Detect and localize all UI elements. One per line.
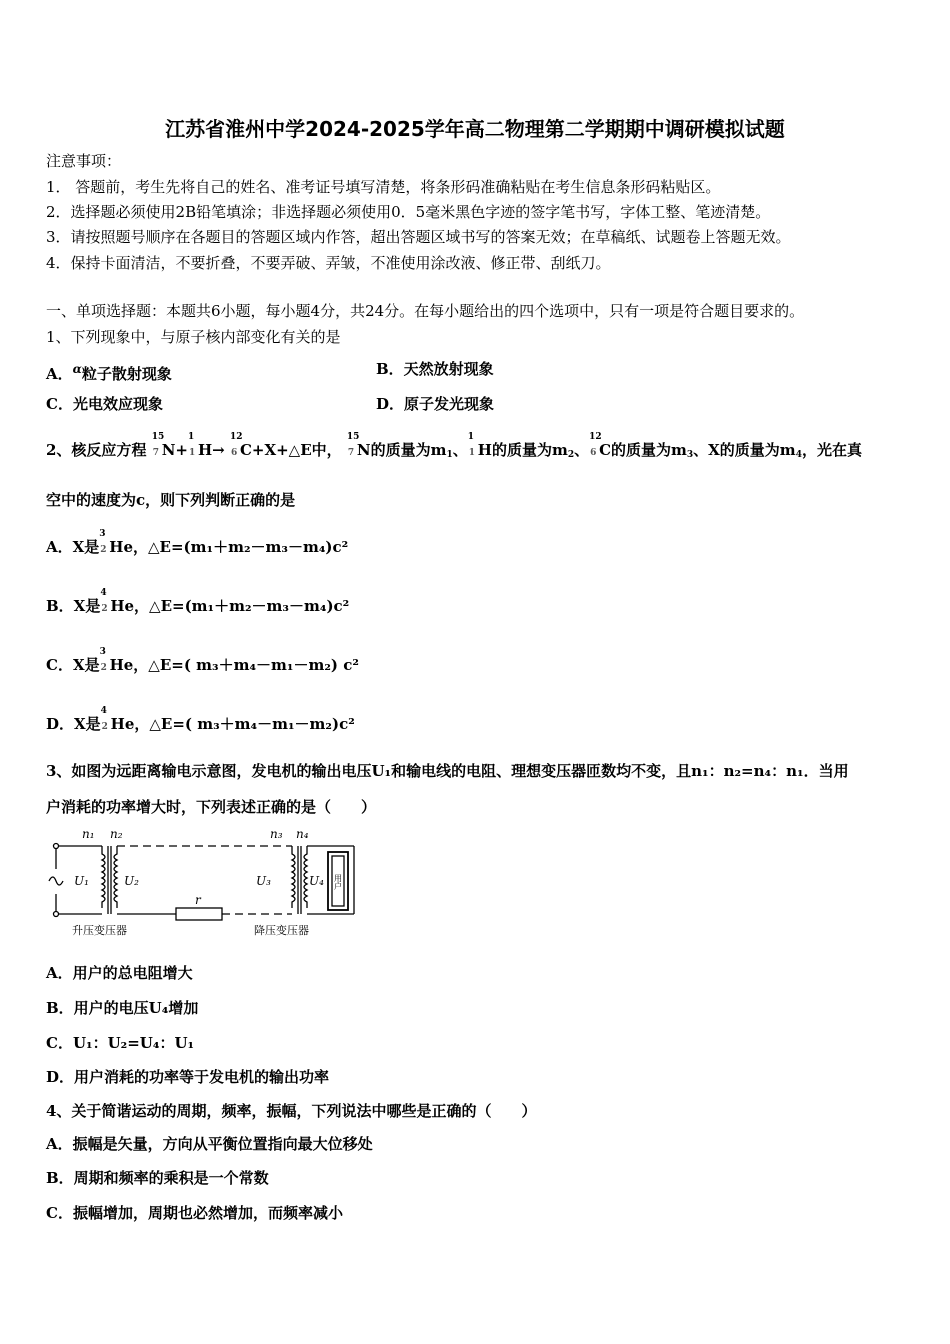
- q1-option-a: A．$^\alpha$粒子散射现象: [46, 362, 172, 383]
- notice-item-3: 3．请按照题号顺序在各题目的答题区域内作答，超出答题区域书写的答案无效；在草稿纸、试题卷上答题无效。: [46, 228, 791, 246]
- q3-option-d: D．用户消耗的功率等于发电机的输出功率: [46, 1068, 330, 1086]
- q1-option-d: D．原子发光现象: [376, 395, 495, 413]
- q1-option-b: B．天然放射现象: [376, 360, 494, 378]
- label-n2: n₂: [110, 827, 123, 841]
- isotope-he: 4 2: [100, 588, 108, 614]
- notice-item-2: 2．选择题必须使用2B铅笔填涂；非选择题必须使用0．5毫米黑色字迹的签字笔书写，字体工整、笔迹清楚。: [46, 203, 771, 221]
- isotope-h1: 1 1: [187, 432, 196, 458]
- q3-option-b: B．用户的电压U₄增加: [46, 999, 199, 1017]
- q3-option-a: A．用户的总电阻增大: [46, 964, 193, 982]
- label-u1: U₁: [74, 874, 89, 888]
- notice-heading: 注意事项：: [46, 152, 122, 170]
- label-u4: U₄: [309, 874, 324, 888]
- q4-option-b: B．周期和频率的乘积是一个常数: [46, 1169, 269, 1187]
- isotope-h1-b: 1 1: [467, 432, 476, 458]
- q2-option-a: A．X是 3 2 He，△E=(m₁＋m₂－m₃－m₄)c²: [46, 529, 349, 556]
- isotope-n15: 15 7: [151, 432, 165, 458]
- alpha-symbol: α: [72, 362, 82, 376]
- label-u2: U₂: [124, 874, 139, 888]
- q4-stem: 4、关于简谐运动的周期，频率，振幅，下列说法中哪些是正确的（ ）: [46, 1102, 537, 1120]
- isotope-c12-b: 12 6: [589, 432, 602, 458]
- q4-option-a: A．振幅是矢量，方向从平衡位置指向最大位移处: [46, 1135, 373, 1153]
- label-step-down: 降压变压器: [254, 924, 309, 937]
- label-n1: n₁: [82, 827, 95, 841]
- isotope-n15-b: 15 7: [346, 432, 360, 458]
- label-n3: n₃: [270, 827, 283, 841]
- notice-item-4: 4．保持卡面清洁，不要折叠，不要弄破、弄皱，不准使用涂改液、修正带、刮纸刀。: [46, 254, 611, 272]
- q1-option-c: C．光电效应现象: [46, 395, 163, 413]
- isotope-c12: 12 6: [229, 432, 243, 458]
- page-title: 江苏省淮州中学2024-2025学年高二物理第二学期期中调研模拟试题: [165, 117, 785, 141]
- q4-option-c: C．振幅增加，周期也必然增加，而频率减小: [46, 1204, 343, 1222]
- label-r: r: [195, 893, 201, 907]
- isotope-he: 3 2: [99, 647, 107, 673]
- q1-stem: 1、下列现象中，与原子核内部变化有关的是: [46, 328, 341, 346]
- q3-stem-line1: 3、如图为远距离输电示意图，发电机的输出电压U₁和输电线的电阻、理想变压器匝数均不变，且n₁：n₂=n₄：n₁．当用: [46, 762, 849, 780]
- q3-option-c: C．U₁：U₂=U₄：U₁: [46, 1034, 195, 1052]
- notice-item-1: 1． 答题前，考生先将自己的姓名、准考证号填写清楚，将条形码准确粘贴在考生信息条形码粘贴区。: [46, 178, 721, 196]
- q2-option-d: D．X是 4 2 He，△E=( m₃＋m₄－m₁－m₂)c²: [46, 706, 355, 733]
- label-u3: U₃: [256, 874, 271, 888]
- q2-stem-line1: 2、核反应方程 15 7 N+ 1 1 H→ 12 6 C+X+△E中， 15 7 N的质量为$m_1$、 1 1 H的质量为$m_2$、 12 6 C的质量为$m_3$、X的质量为$m_4$，光在真: [46, 432, 862, 460]
- q2-option-b: B．X是 4 2 He，△E=(m₁＋m₂－m₃－m₄)c²: [46, 588, 350, 615]
- isotope-he: 3 2: [99, 529, 107, 555]
- label-step-up: 升压变压器: [72, 924, 127, 937]
- q2-stem-line2: 空中的速度为c，则下列判断正确的是: [46, 491, 296, 509]
- q2-option-c: C．X是 3 2 He，△E=( m₃＋m₄－m₁－m₂) c²: [46, 647, 359, 674]
- section-heading: 一、单项选择题：本题共6小题，每小题4分，共24分。在每小题给出的四个选项中，只有一项是符合题目要求的。: [46, 302, 805, 320]
- transmission-diagram: [44, 824, 364, 939]
- label-n4: n₄: [296, 827, 309, 841]
- label-user: 用户: [333, 874, 343, 890]
- isotope-he: 4 2: [100, 706, 108, 732]
- q3-stem-line2: 户消耗的功率增大时，下列表述正确的是（ ）: [46, 798, 377, 816]
